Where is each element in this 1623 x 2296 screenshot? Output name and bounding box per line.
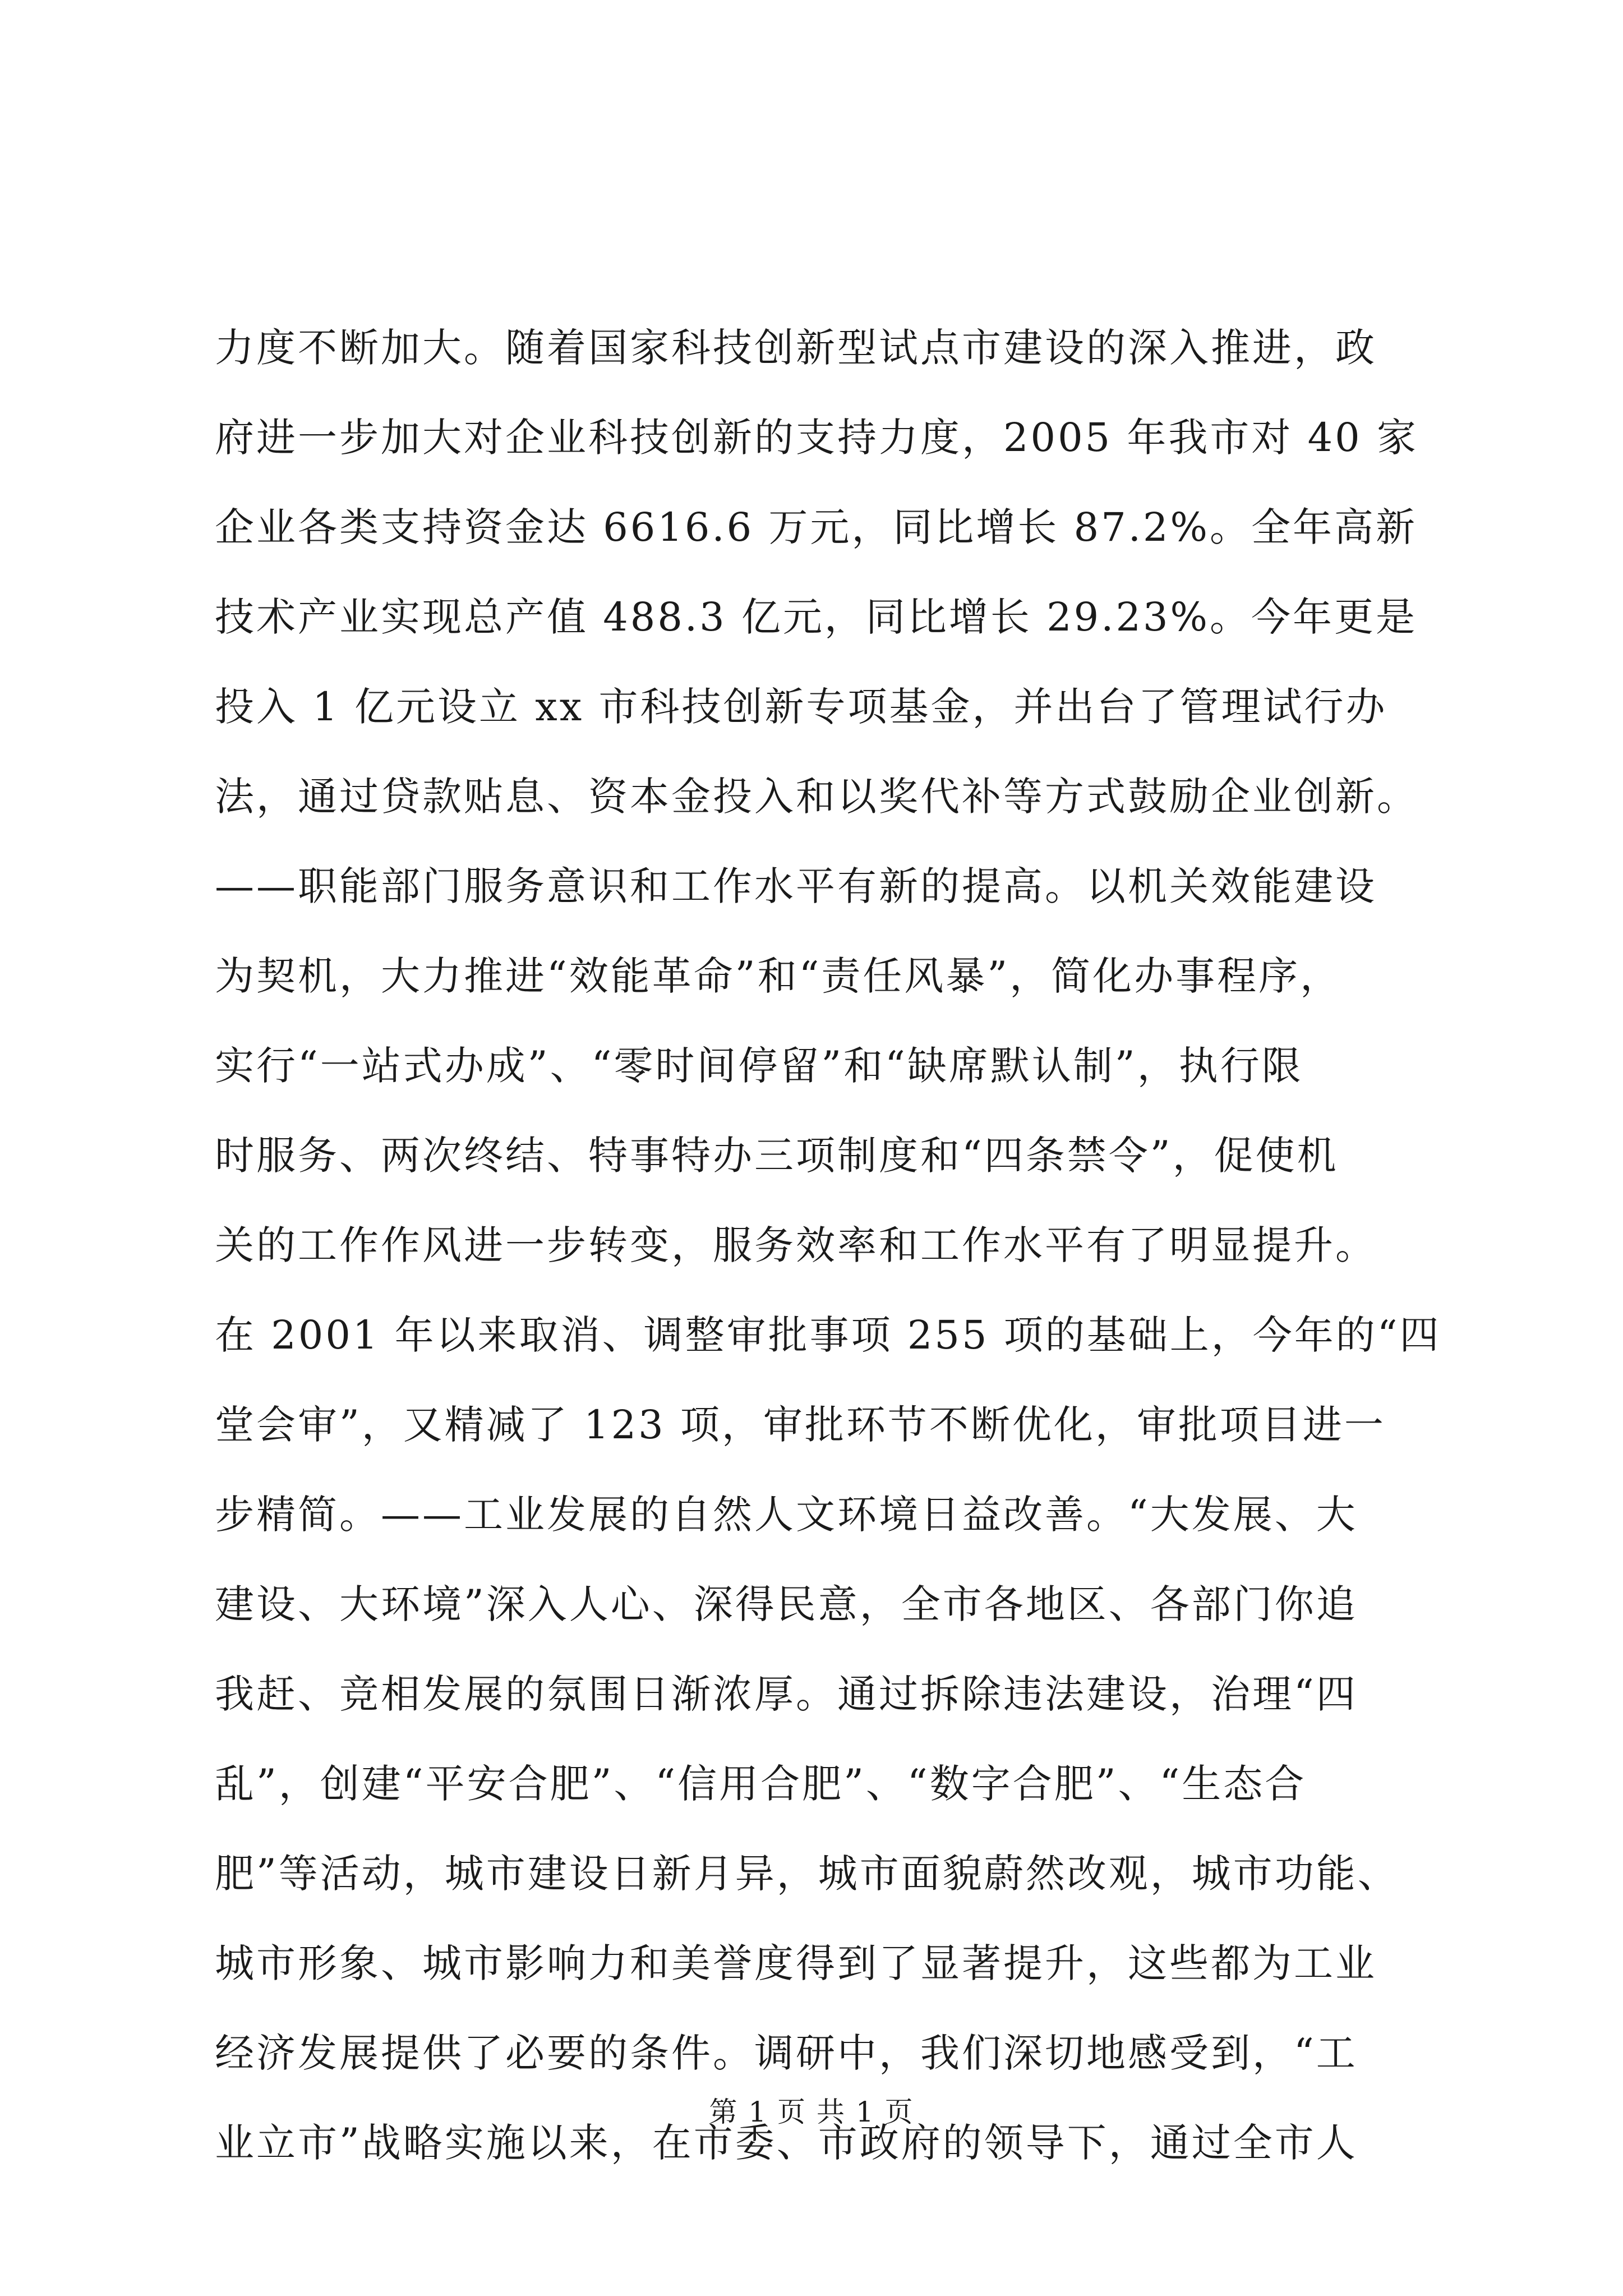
text-line-5: 投入 1 亿元设立 xx 市科技创新专项基金，并出台了管理试行办	[215, 684, 1387, 730]
text-line-8: 为契机，大力推进“效能革命”和“责任风暴”，简化办事程序，	[215, 953, 1342, 999]
text-line-7: ——职能部门服务意识和工作水平有新的提高。以机关效能建设	[215, 863, 1377, 909]
text-line-13: 堂会审”，又精减了 123 项，审批环节不断优化，审批项目进一	[215, 1402, 1386, 1448]
body-text	[215, 303, 1441, 2188]
text-line-12: 在 2001 年以来取消、调整审批事项 255 项的基础上，今年的“四	[215, 1312, 1441, 1358]
text-line-21: 业立市”战略实施以来，在市委、市政府的领导下，通过全市人	[215, 2120, 1358, 2166]
text-line-19: 城市形象、城市影响力和美誉度得到了显著提升，这些都为工业	[215, 1940, 1377, 1986]
text-line-10: 时服务、两次终结、特事特办三项制度和“四条禁令”，促使机	[215, 1133, 1339, 1179]
text-line-20: 经济发展提供了必要的条件。调研中，我们深切地感受到，“工	[215, 2030, 1358, 2076]
page-number-footer: 第 1 页 共 1 页	[709, 2096, 914, 2128]
text-line-16: 我赶、竞相发展的氛围日渐浓厚。通过拆除违法建设，治理“四	[215, 1671, 1358, 1717]
text-line-3: 企业各类支持资金达 6616.6 万元，同比增长 87.2%。全年高新	[215, 504, 1418, 550]
text-line-6: 法，通过贷款贴息、资本金投入和以奖代补等方式鼓励企业创新。	[215, 774, 1418, 820]
text-line-14: 步精简。——工业发展的自然人文环境日益改善。“大发展、大	[215, 1492, 1358, 1538]
text-line-18: 肥”等活动，城市建设日新月异，城市面貌蔚然改观，城市功能、	[215, 1851, 1399, 1897]
text-line-9: 实行“一站式办成”、“零时间停留”和“缺席默认制”，执行限	[215, 1043, 1303, 1089]
text-line-2: 府进一步加大对企业科技创新的支持力度，2005 年我市对 40 家	[215, 415, 1418, 461]
text-line-17: 乱”，创建“平安合肥”、“信用合肥”、“数字合肥”、“生态合	[215, 1761, 1307, 1807]
text-line-1: 力度不断加大。随着国家科技创新型试点市建设的深入推进，政	[215, 325, 1377, 371]
text-line-15: 建设、大环境”深入人心、深得民意，全市各地区、各部门你追	[215, 1581, 1358, 1627]
text-line-11: 关的工作作风进一步转变，服务效率和工作水平有了明显提升。	[215, 1222, 1377, 1268]
text-line-4: 技术产业实现总产值 488.3 亿元，同比增长 29.23%。今年更是	[215, 594, 1418, 640]
